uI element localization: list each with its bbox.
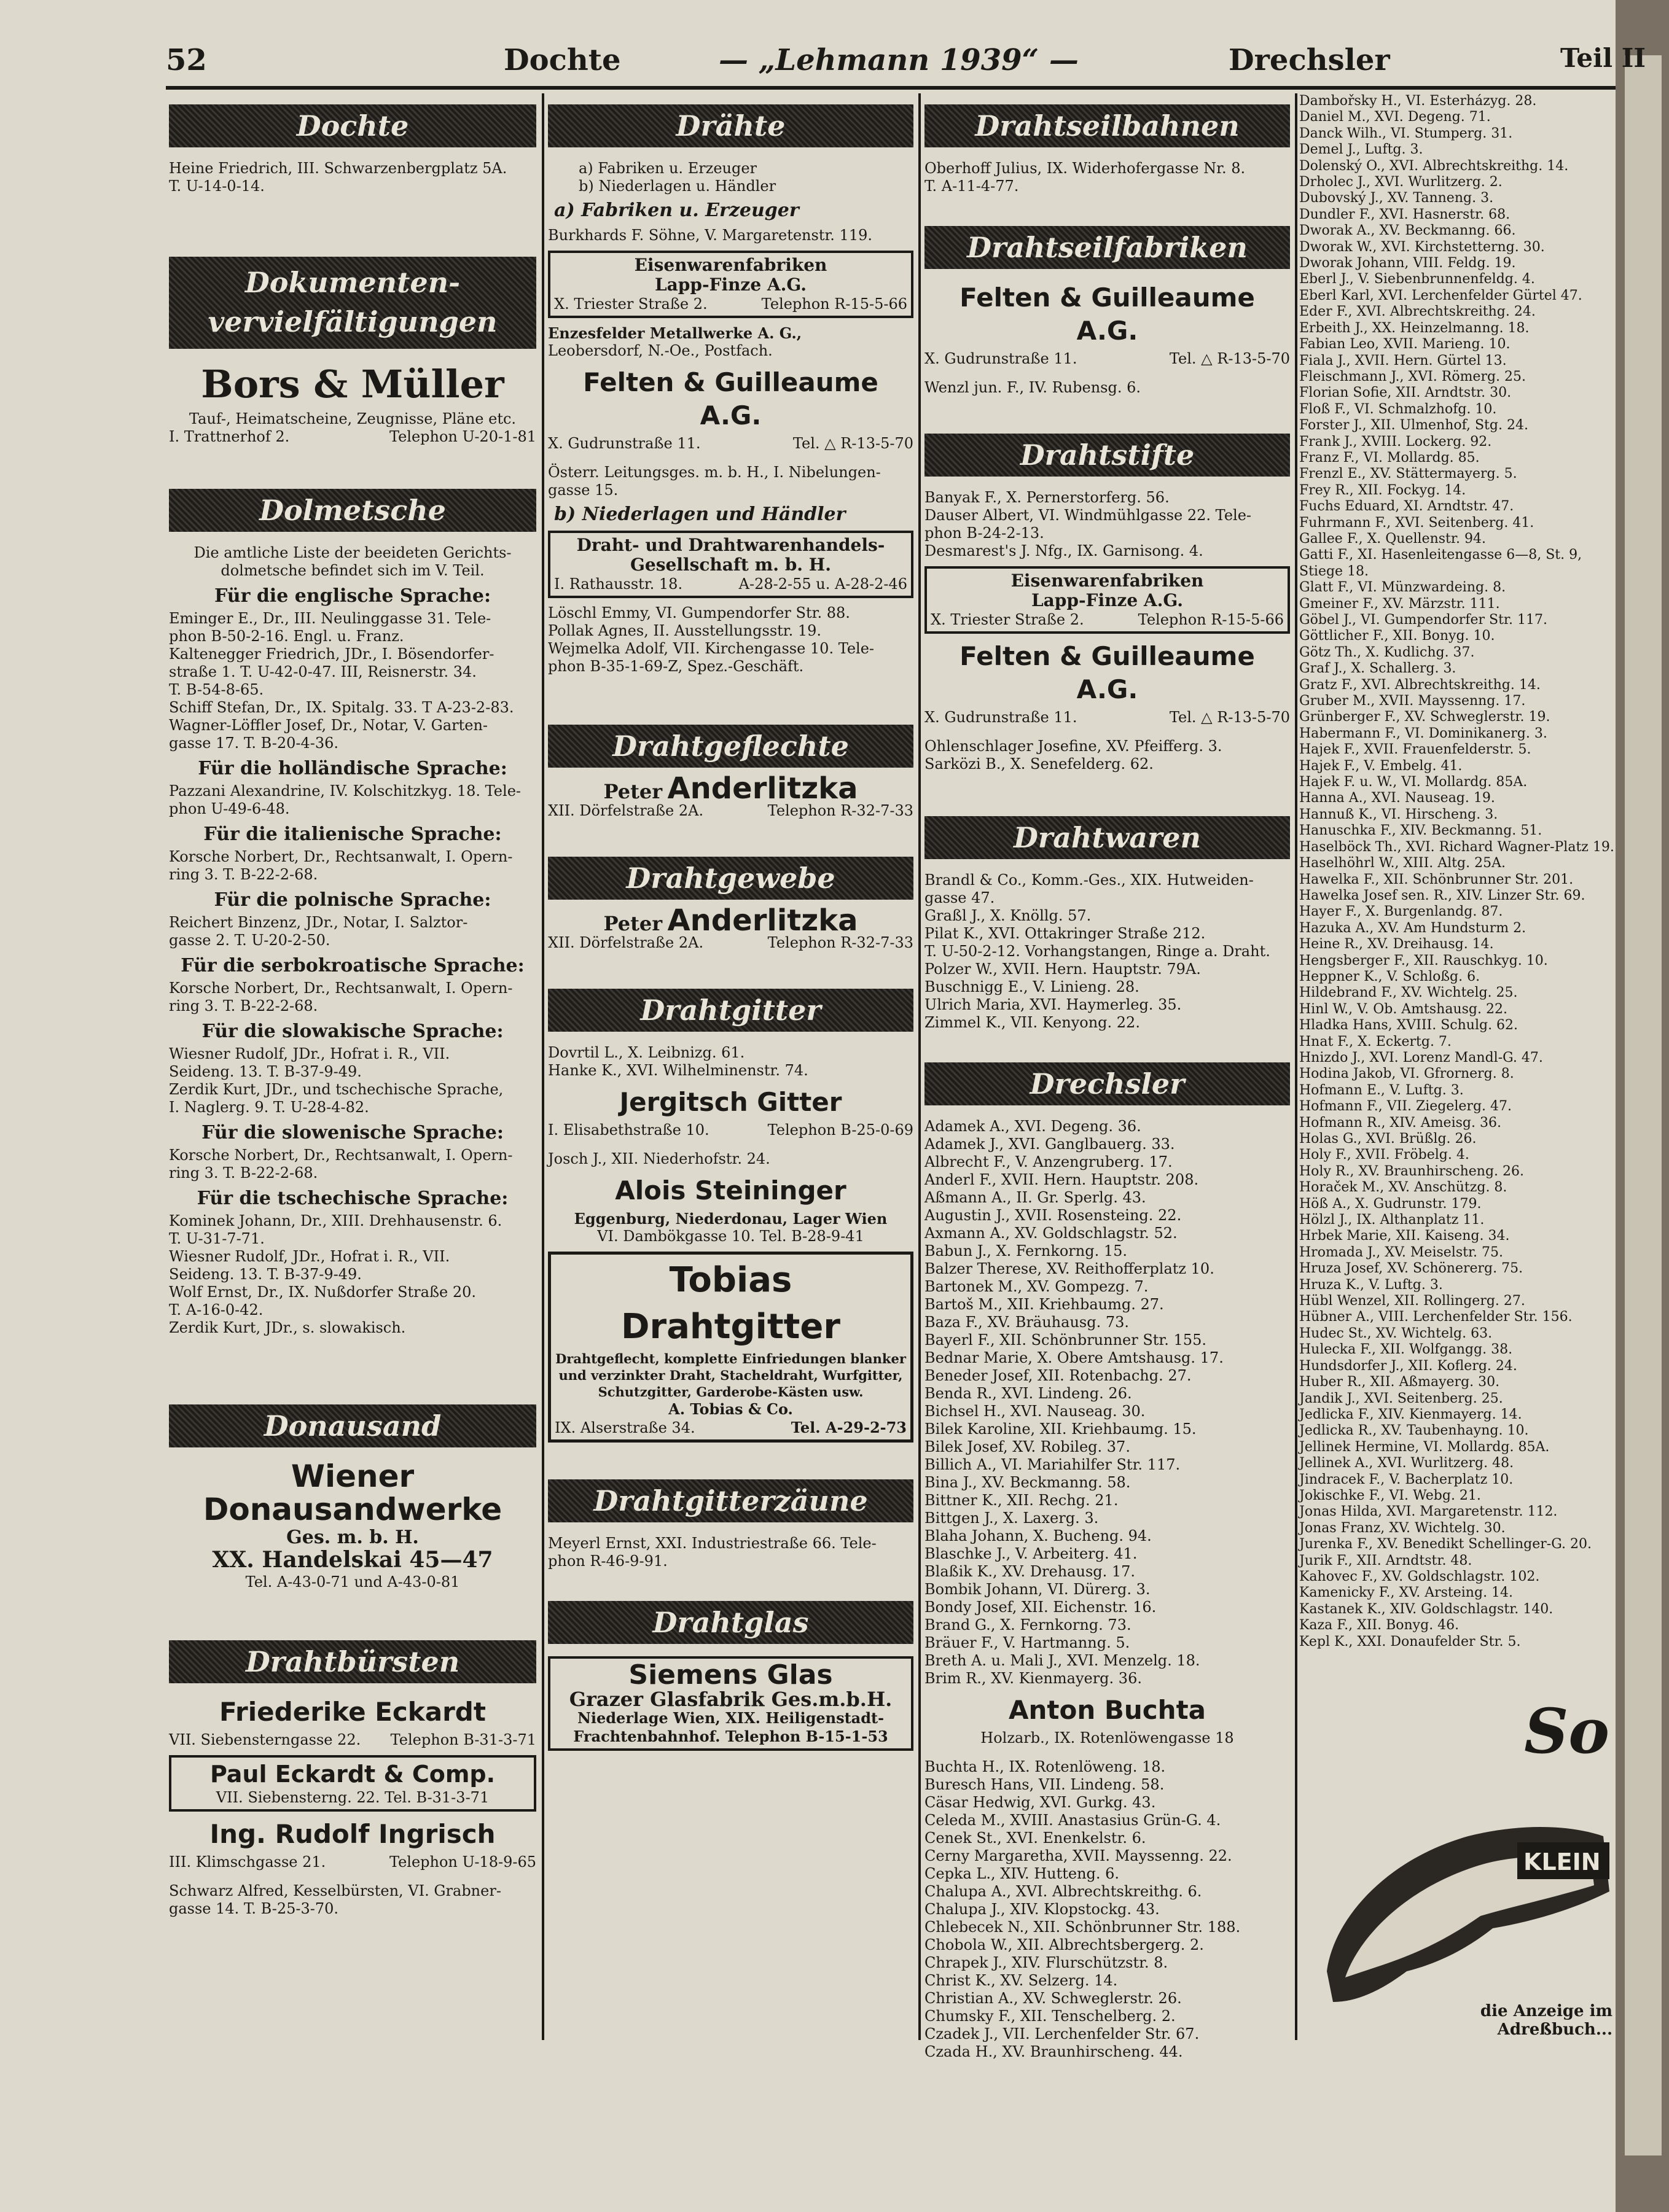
entry-line: Holy F., XVII. Fröbelg. 4. [1299, 1147, 1469, 1163]
entry-line: Franz F., VI. Mollardg. 85. [1299, 450, 1480, 465]
section-header-drahtstifte: Drahtstifte [924, 434, 1290, 477]
entry-line: Bombik Johann, VI. Dürerg. 3. [924, 1581, 1151, 1598]
header-right-word: Drechsler [1229, 43, 1390, 77]
section-header-drahtgitterzaeune: Drahtgitterzäune [548, 1479, 913, 1522]
entry-line: Zerdik Kurt, JDr., s. slowakisch. [169, 1319, 406, 1336]
language-heading: Für die englische Sprache: [214, 585, 491, 607]
entry-line: Bartonek M., XV. Gompezg. 7. [924, 1278, 1149, 1295]
brand-felten-guilleaume: Felten & Guilleaume A.G. [583, 367, 878, 430]
entry-line: gasse 2. T. U-20-2-50. [169, 932, 330, 949]
entry-line: T. A-16-0-42. [169, 1301, 264, 1318]
entry-line: Hladka Hans, XVIII. Schulg. 62. [1299, 1018, 1519, 1034]
brand-anderlitzka: Anderlitzka [667, 903, 858, 938]
entry-line: Korsche Norbert, Dr., Rechtsanwalt, I. Opern- [169, 848, 513, 865]
entry-line: Adamek J., XVI. Ganglbauerg. 33. [924, 1135, 1175, 1153]
brand-bors-mueller: Bors & Müller [201, 362, 504, 407]
entry-line: Heine Friedrich, III. Schwarzenbergplatz 5A. [169, 160, 507, 177]
language-heading: Für die slowenische Sprache: [201, 1122, 504, 1143]
entry-line: Jandik J., XVI. Seitenberg. 25. [1299, 1390, 1503, 1406]
entry-line: Hübner A., VIII. Lerchenfelder Str. 156. [1299, 1309, 1573, 1325]
brand-felten-guilleaume: Felten & Guilleaume A.G. [960, 641, 1255, 704]
entry-line: Dubovský J., XV. Tanneng. 3. [1299, 190, 1494, 206]
section-header-drahtglas: Drahtglas [548, 1601, 913, 1644]
column-3: Drahtseilbahnen Oberhoff Julius, IX. Widerhofergasse Nr. 8. T. A-11-4-77. Drahtseilfabriken Felten & Guilleaume A.G. X. Gudrunstraße 11. Tel. △ R-13-5-70 Wenzl jun. F., IV. Rubensg. 6. Drahtstifte Banyak F., X. Pernerstorferg. 56. Dauser Albert, VI. Windmühlgasse 22. Tele- phon B-24-2-13. Desmarest's J. Nfg., IX. Garnisong. 4. Eisenwarenfabriken Lapp-Finze A.G. X. Triester Straße 2. Telephon R-15-5-66 Felten & Guilleaume A.G. X. Gudrunstraße 11. Tel. △ R-13-5-70 Ohlenschlager Josefine, XV. Pfeifferg. 3. Sarközi B., X. Senefelderg. 62. Drahtwaren Brandl & Co., Komm.-Ges., XIX. Hutweiden- gasse 47. Graßl J., X. Knöllg. 57. Pilat K., XVI. Ottakringer Straße 212. T. U-50-2-12. Vorhangstangen, Ringe a. Draht. Polzer W., XVII. Hern. Hauptstr. 79A. Buschnigg E., V. Linieng. 28. Ulrich Maria, XVI. Haymerleg. 35. Zimmel K., VII. Kenyong. 22. Drechsler Adamek A., XVI. Degeng. 36. Adamek J., XVI. Ganglbauerg. 33. Albrecht F., V. Anzengruberg. 17. Anderl F., XVII. Hern. Hauptstr. 208. Aßmann A., II. Gr. Sperlg. 43. Augustin J., XVII. Rosensteing. 22. Axmann A., XV. Goldschlagstr. 52. Babun J., X. Fernkorng. 15. Balzer Therese, XV. Reithofferplatz 10. Bartonek M., XV. Gompezg. 7. Bartoš M., XII. Kriehbaumg. 27. Baza F., XV. Bräuhausg. 73. Bayerl F., XII. Schönbrunner Str. 155. Bednar Marie, X. Obere Amtshausg. 17. Beneder Josef, XII. Rotenbachg. 27. Benda R., XVI. Lindeng. 26. Bichsel H., XVI. Nauseag. 30. Bilek Karoline, XII. Kriehbaumg. 15. Bilek Josef, XV. Robileg. 37. Billich A., VI. Mariahilfer Str. 117. Bina J., XV. Beckmanng. 58. Bittner K., XII. Rechg. 21. Bittgen J., X. Laxerg. 3. Blaha Johann, X. Bucheng. 94. Blaschke J., V. Arbeiterg. 41. Blaßik K., XV. Drehausg. 17. Bombik Johann, VI. Dürerg. 3. Bondy Josef, XII. Eichenstr. 16. Brand G., X. Fernkorng. 73. Bräuer F., V. Hartmanng. 5. Breth A. u. Mali J., XVI. Menzelg. 18. Brim R., XV. Kienmayerg. 36. Anton Buchta Holzarb., IX. Rotenlöwengasse 18 Buchta H., IX. Rotenlöweng. 18. Buresch Hans, VII. Lindeng. 58. Cäsar Hedwig, XVI. Gurkg. 43. Celeda M., XVIII. Anastasius Grün-G. 4. Cenek St., XVI. Enenkelstr. 6. Cerny Margaretha, XVII. Mayssenng. 22. Cepka L., XIV. Hutteng. 6. Chalupa A., XVI. Albrechtskreithg. 6. Chalupa J., XIV. Klopstockg. 43. Chlebecek N., XII. Schönbrunner Str. 188. Chobola W., XII. Albrechtsbergerg. 2. Chrapek J., XIV. Flurschützstr. 8. Christ K., XV. Selzerg. 14. Christian A., XV. Schweglerstr. 26. Chumsky F., XII. Tenschelberg. 2. Czadek J., VII. Lerchenfelder Str. 67. Czada H., XV. Braunhirscheng. 44. [924, 98, 1290, 2061]
brand-donausandwerke: Wiener Donausandwerke [203, 1458, 502, 1527]
entry-line: Adamek A., XVI. Degeng. 36. [924, 1118, 1141, 1135]
entry-line: Frey R., XII. Fockyg. 14. [1299, 482, 1466, 498]
entry-line: Reichert Binzenz, JDr., Notar, I. Salztor- [169, 914, 468, 931]
column-4 [1299, 93, 1616, 1650]
entry-line: Jonas Franz, XV. Wichtelg. 30. [1299, 1520, 1506, 1536]
next-page-edge [1625, 55, 1662, 2156]
entry-line: Florian Sofie, XII. Arndtstr. 30. [1299, 385, 1512, 401]
entry-line: Fabian Leo, XVII. Marieng. 10. [1299, 337, 1511, 352]
entry-line: Cäsar Hedwig, XVI. Gurkg. 43. [924, 1794, 1156, 1811]
entry-line: Kastanek K., XIV. Goldschlagstr. 140. [1299, 1601, 1554, 1617]
telephone: Telephon U-20-1-81 [389, 428, 536, 445]
entry-line: Bina J., XV. Beckmanng. 58. [924, 1474, 1131, 1491]
entry-line: ring 3. T. B-22-2-68. [169, 1164, 318, 1182]
address: I. Trattnerhof 2. [169, 428, 290, 445]
section-header-drahtseilfabriken: Drahtseilfabriken [924, 226, 1290, 269]
entry-line: Hnat F., X. Eckertg. 7. [1299, 1034, 1452, 1050]
running-header [166, 43, 1646, 86]
entry-line: T. U-14-0-14. [169, 177, 265, 195]
entry-line: Heine R., XV. Dreihausg. 14. [1299, 937, 1494, 952]
entry-line: Daniel M., XVI. Degeng. 71. [1299, 109, 1491, 125]
entry-line: Fleischmann J., XVI. Römerg. 25. [1299, 368, 1526, 384]
entry-line: Hofmann R., XIV. Ameisg. 36. [1299, 1115, 1501, 1131]
entry-line: Fuhrmann F., XVI. Seitenberg. 41. [1299, 515, 1534, 531]
entry-line: Billich A., VI. Mariahilfer Str. 117. [924, 1456, 1181, 1473]
entry-line: Bittner K., XII. Rechg. 21. [924, 1492, 1119, 1509]
entry-line: straße 1. T. U-42-0-47. III, Reisnerstr. 34. [169, 663, 477, 680]
entry-line: Albrecht F., V. Anzengruberg. 17. [924, 1153, 1173, 1170]
entry-line: Korsche Norbert, Dr., Rechtsanwalt, I. Opern- [169, 979, 513, 997]
entry-line: Hofmann E., V. Luftg. 3. [1299, 1082, 1464, 1098]
entry-line: Göbel J., VI. Gumpendorfer Str. 117. [1299, 612, 1547, 628]
entry-line: Dworak A., XV. Beckmanng. 66. [1299, 223, 1516, 239]
entry-line: Zerdik Kurt, JDr., und tschechische Sprache, [169, 1081, 504, 1098]
entry-line: Hulecka F., XII. Wolfgangg. 38. [1299, 1342, 1513, 1358]
entry-line: Benda R., XVI. Lindeng. 26. [924, 1385, 1132, 1402]
entry-line: Kominek Johann, Dr., XIII. Drehhausenstr. 6. [169, 1212, 502, 1229]
entry-line: Augustin J., XVII. Rosensteing. 22. [924, 1207, 1182, 1224]
header-left-word: Dochte [504, 43, 621, 77]
entry-line: Aßmann A., II. Gr. Sperlg. 43. [924, 1189, 1146, 1206]
section-header-dolmetsche: Dolmetsche [169, 489, 536, 532]
entry-line: Anderl F., XVII. Hern. Hauptstr. 208. [924, 1171, 1199, 1188]
entry-line: Jokischke F., VI. Webg. 21. [1299, 1487, 1481, 1503]
entry-line: Chlebecek N., XII. Schönbrunner Str. 188. [924, 1918, 1241, 1936]
entry-line: Buresch Hans, VII. Lindeng. 58. [924, 1776, 1165, 1793]
entry-line: Horaček M., XV. Anschützg. 8. [1299, 1180, 1507, 1196]
entry-line: Bartoš M., XII. Kriehbaumg. 27. [924, 1296, 1164, 1313]
language-heading: Für die serbokroatische Sprache: [181, 955, 525, 976]
entry-line: Chalupa J., XIV. Klopstockg. 43. [924, 1901, 1160, 1918]
entry-line: gasse 47. [924, 889, 995, 906]
entry-line: Zimmel K., VII. Kenyong. 22. [924, 1014, 1140, 1031]
section-header-drahtgeflechte: Drahtgeflechte [548, 725, 913, 768]
column-rule [1295, 93, 1297, 2040]
entry-line: Buchta H., IX. Rotenlöweng. 18. [924, 1758, 1166, 1775]
entry-line: Hengsberger F., XII. Rauschkyg. 10. [1299, 952, 1548, 968]
entry-line: Jedlicka R., XV. Taubenhayng. 10. [1299, 1423, 1529, 1439]
entry-line: Jedlicka F., XIV. Kienmayerg. 14. [1299, 1406, 1522, 1422]
entry-line: Pilat K., XVI. Ottakringer Straße 212. [924, 925, 1206, 942]
entry-line: Celeda M., XVIII. Anastasius Grün-G. 4. [924, 1812, 1221, 1829]
entry-line: Eminger E., Dr., III. Neulinggasse 31. Tele- [169, 610, 491, 627]
entry-line: Stiege 18. [1299, 563, 1369, 579]
intro-line: dolmetsche befindet sich im V. Teil. [221, 562, 485, 579]
entry-line: Breth A. u. Mali J., XVI. Menzelg. 18. [924, 1652, 1200, 1669]
column-2: Drähte a) Fabriken u. Erzeuger b) Niederlagen u. Händler a) Fabriken u. Erzeuger Burkhards F. Söhne, V. Margaretenstr. 119. Eisenwarenfabriken Lapp-Finze A.G. X. Triester Straße 2. Telephon R-15-5-66 Enzesfelder Metallwerke A. G., Leobersdorf, N.-Oe., Postfach. Felten & Guilleaume A.G. X. Gudrunstraße 11. Tel. △ R-13-5-70 Österr. Leitungsges. m. b. H., I. Nibelungen- gasse 15. b) Niederlagen und Händler Draht- und Drahtwarenhandels- Gesellschaft m. b. H. I. Rathausstr. 18. A-28-2-55 u. A-28-2-46 Löschl Emmy, VI. Gumpendorfer Str. 88. Pollak Agnes, II. Ausstellungsstr. 19. Wejmelka Adolf, VII. Kirchengasse 10. Tele- phon B-35-1-69-Z, Spez.-Geschäft. Drahtgeflechte Peter Anderlitzka XII. Dörfelstraße 2A. Telephon R-32-7-33 Drahtgewebe Peter Anderlitzka XII. Dörfelstraße 2A. Telephon R-32-7-33 Drahtgitter Dovrtil L., X. Leibnizg. 61. Hanke K., XVI. Wilhelminenstr. 74. Jergitsch Gitter I. Elisabethstraße 10. Telephon B-25-0-69 Josch J., XII. Niederhofstr. 24. Alois Steininger Eggenburg, Niederdonau, Lager Wien VI. Dambökgasse 10. Tel. B-28-9-41 Tobias Drahtgitter Drahtgeflecht, komplette Einfriedungen blanker und verzinkter Draht, Stacheldraht, Wurfgitter, Schutzgitter, Garderobe-Kästen usw. A. Tobias & Co. IX. Alserstraße 34. Tel. A-29-2-73 Drahtgitterzäune Meyerl Ernst, XXI. Industriestraße 66. Tele- phon R-46-9-91. Drahtglas Siemens Glas Grazer Glasfabrik Ges.m.b.H. Niederlage Wien, XIX. Heiligenstadt- Frachtenbahnhof. Telephon B-15-1-53 [548, 98, 913, 1757]
entry-line: Habermann F., VI. Dominikanerg. 3. [1299, 725, 1547, 741]
entry-line: Gmeiner F., XV. Märzstr. 111. [1299, 596, 1500, 612]
entry-line: Hawelka Josef sen. R., XIV. Linzer Str. 69. [1299, 887, 1585, 903]
entry-line: Blaßik K., XV. Drehausg. 17. [924, 1563, 1136, 1580]
entry-line: phon B-50-2-16. Engl. u. Franz. [169, 628, 404, 645]
entry-line: Blaschke J., V. Arbeiterg. 41. [924, 1545, 1138, 1562]
entry-line: Dworak Johann, VIII. Feldg. 19. [1299, 255, 1516, 271]
intro-line: Die amtliche Liste der beeideten Gerichts- [193, 544, 512, 561]
language-heading: Für die italienische Sprache: [203, 824, 502, 845]
entry-line: Hudec St., XV. Wichtelg. 63. [1299, 1325, 1493, 1341]
language-heading: Für die tschechische Sprache: [197, 1188, 509, 1209]
entry-line: Ges. m. b. H. [286, 1527, 419, 1548]
entry-line: Czadek J., VII. Lerchenfelder Str. 67. [924, 2025, 1200, 2043]
entry-line: gasse 14. T. B-25-3-70. [169, 1900, 339, 1917]
entry-line: Hübl Wenzel, XII. Rollingerg. 27. [1299, 1293, 1525, 1309]
entry-line: Bilek Karoline, XII. Kriehbaumg. 15. [924, 1420, 1197, 1438]
entry-line: Buschnigg E., V. Linieng. 28. [924, 978, 1139, 995]
entry-line: Hanuschka F., XIV. Beckmanng. 51. [1299, 823, 1542, 839]
entry-line: Blaha Johann, X. Bucheng. 94. [924, 1527, 1152, 1544]
entry-line: Schwarz Alfred, Kesselbürsten, VI. Grabner- [169, 1882, 501, 1899]
entry-line: Jellinek A., XVI. Wurlitzerg. 48. [1299, 1455, 1514, 1471]
brand-felten-guilleaume: Felten & Guilleaume A.G. [960, 282, 1255, 346]
entry-line: Grünberger F., XV. Schweglerstr. 19. [1299, 709, 1550, 725]
entry-line: Kamenicky F., XV. Arsteing. 14. [1299, 1585, 1514, 1601]
subheading: b) Niederlagen und Händler [554, 504, 846, 525]
entry-line: Hölzl J., IX. Althanplatz 11. [1299, 1212, 1485, 1228]
entry-line: Frank J., XVIII. Lockerg. 92. [1299, 434, 1492, 450]
entry-line: Gatti F., XI. Hasenleitengasse 6—8, St. 9, [1299, 547, 1582, 563]
ad-lapp-finze: Eisenwarenfabriken Lapp-Finze A.G. X. Triester Straße 2. Telephon R-15-5-66 [924, 566, 1290, 634]
entry-line: Hannuß K., VI. Hirscheng. 3. [1299, 806, 1498, 822]
entry-line: Bondy Josef, XII. Eichenstr. 16. [924, 1599, 1157, 1616]
entry-line: Wagner-Löffler Josef, Dr., Notar, V. Garten- [169, 717, 488, 734]
entry-line: Schiff Stefan, Dr., IX. Spitalg. 33. T A-23-2-83. [169, 699, 514, 716]
entry-line: Chalupa A., XVI. Albrechtskreithg. 6. [924, 1883, 1202, 1900]
brand-anderlitzka: Anderlitzka [667, 771, 858, 806]
section-header-dokumenten: Dokumenten- vervielfältigungen [169, 257, 536, 349]
entry-line: Hinl W., V. Ob. Amtshausg. 22. [1299, 1001, 1507, 1017]
section-header-drahtgewebe: Drahtgewebe [548, 857, 913, 900]
entry-line: Graßl J., X. Knöllg. 57. [924, 907, 1092, 924]
entry-line: T. U-31-7-71. [169, 1230, 265, 1247]
entry-line: Demel J., Luftg. 3. [1299, 142, 1423, 158]
entry-line: Haselböck Th., XVI. Richard Wagner-Platz 19. [1299, 839, 1614, 855]
column-1: Dochte Heine Friedrich, III. Schwarzenbergplatz 5A. T. U-14-0-14. Dokumenten- vervielfältigungen Bors & Müller Tauf-, Heimatscheine, Zeugnisse, Pläne etc. I. Trattnerhof 2. Telephon U-20-1-81 Dolmetsche Die amtliche Liste der beeideten Gerichts- dolmetsche befindet sich im V. Teil. Für die englische Sprache: Eminger E., Dr., III. Neulinggasse 31. Tele- phon B-50-2-16. Engl. u. Franz. Kaltenegger Friedrich, JDr., I. Bösendorfer- straße 1. T. U-42-0-47. III, Reisnerstr. 34. T. B-54-8-65. Schiff Stefan, Dr., IX. Spitalg. 33. T A-23-2-83. Wagner-Löffler Josef, Dr., Notar, V. Garten- gasse 17. T. B-20-4-36. Für die holländische Sprache: Pazzani Alexandrine, IV. Kolschitzkyg. 18. Tele- phon U-49-6-48. Für die italienische Sprache: Korsche Norbert, Dr., Rechtsanwalt, I. Opern- ring 3. T. B-22-2-68. Für die polnische Sprache: Reichert Binzenz, JDr., Notar, I. Salztor- gasse 2. T. U-20-2-50. Für die serbokroatische Sprache: Korsche Norbert, Dr., Rechtsanwalt, I. Opern- ring 3. T. B-22-2-68. Für die slowakische Sprache: Wiesner Rudolf, JDr., Hofrat i. R., VII. Seideng. 13. T. B-37-9-49. Zerdik Kurt, JDr., und tschechische Sprache, I. Naglerg. 9. T. U-28-4-82. Für die slowenische Sprache: Korsche Norbert, Dr., Rechtsanwalt, I. Opern- ring 3. T. B-22-2-68. Für die tschechische Sprache: Kominek Johann, Dr., XIII. Drehhausenstr. 6. T. U-31-7-71. Wiesner Rudolf, JDr., Hofrat i. R., VII. Seideng. 13. T. B-37-9-49. Wolf Ernst, Dr., IX. Nußdorfer Straße 20. T. A-16-0-42. Zerdik Kurt, JDr., s. slowakisch. Donausand Wiener Donausandwerke Ges. m. b. H. XX. Handelskai 45—47 Tel. A-43-0-71 und A-43-0-81 Drahtbürsten Friederike Eckardt VII. Siebensterngasse 22. Telephon B-31-3-71 Paul Eckardt & Comp. VII. Siebensterng. 22. Tel. B-31-3-71 Ing. Rudolf Ingrisch III. Klimschgasse 21. Telephon U-18-9-65 Schwarz Alfred, Kesselbürsten, VI. Grabner- gasse 14. T. B-25-3-70. [169, 98, 536, 1918]
section-header-drahtgitter: Drahtgitter [548, 989, 913, 1032]
page-number: 52 [166, 43, 207, 77]
entry-line: ring 3. T. B-22-2-68. [169, 997, 318, 1014]
entry-line: Baza F., XV. Bräuhausg. 73. [924, 1314, 1130, 1331]
header-part: Teil II [1560, 43, 1646, 73]
brand-rudolf-ingrisch: Ing. Rudolf Ingrisch [209, 1819, 496, 1849]
telephone: Tel. A-43-0-71 und A-43-0-81 [245, 1573, 460, 1591]
entry-line: Gratz F., XVI. Albrechtskreithg. 14. [1299, 677, 1541, 693]
entry-line: Fiala J., XVII. Hern. Gürtel 13. [1299, 352, 1507, 368]
entry-line: Haselhöhrl W., XIII. Altg. 25A. [1299, 855, 1506, 871]
entry-line: Brim R., XV. Kienmayerg. 36. [924, 1670, 1142, 1687]
entry-line: Eberl J., V. Siebenbrunnenfeldg. 4. [1299, 271, 1535, 287]
entry-line: Bednar Marie, X. Obere Amtshausg. 17. [924, 1349, 1224, 1366]
drechsler-list-continued [924, 1758, 1290, 2061]
entry-line: Tauf-, Heimatscheine, Zeugnisse, Pläne etc. [189, 410, 517, 427]
entry-line: Gallee F., X. Quellenstr. 94. [1299, 531, 1486, 547]
subheading: a) Fabriken u. Erzeuger [554, 200, 799, 221]
language-heading: Für die polnische Sprache: [214, 889, 491, 911]
entry-line: Pazzani Alexandrine, IV. Kolschitzkyg. 18. Tele- [169, 782, 521, 800]
entry-line: Wiesner Rudolf, JDr., Hofrat i. R., VII. [169, 1248, 450, 1265]
entry-line: Beneder Josef, XII. Rotenbachg. 27. [924, 1367, 1192, 1384]
entry-line: Hruza Josef, XV. Schönererg. 75. [1299, 1261, 1523, 1277]
section-header-dochte: Dochte [169, 104, 536, 147]
entry-line: Bittgen J., X. Laxerg. 3. [924, 1509, 1099, 1527]
ad-draht-handelsgesellschaft: Draht- und Drahtwarenhandels- Gesellschaft m. b. H. I. Rathausstr. 18. A-28-2-55 u. A-28-2-46 [548, 531, 913, 598]
drahtwaren-list [924, 871, 1290, 1032]
entry-line: Jurik F., XII. Arndtstr. 48. [1299, 1552, 1472, 1568]
entry-line: Danck Wilh., VI. Stumperg. 31. [1299, 125, 1513, 141]
entry-line: Kaza F., XII. Bonyg. 46. [1299, 1618, 1460, 1634]
entry-line: Brandl & Co., Komm.-Ges., XIX. Hutweiden- [924, 871, 1254, 889]
entry-line: Chrapek J., XIV. Flurschützstr. 8. [924, 1954, 1168, 1971]
ad-siemens-glas: Siemens Glas Grazer Glasfabrik Ges.m.b.H. Niederlage Wien, XIX. Heiligenstadt- Frachtenbahnhof. Telephon B-15-1-53 [548, 1656, 913, 1751]
entry-line: Hajek F., V. Embelg. 41. [1299, 758, 1463, 774]
entry-line: Bräuer F., V. Hartmanng. 5. [924, 1634, 1130, 1651]
entry-line: Kaltenegger Friedrich, JDr., I. Bösendorfer- [169, 645, 494, 663]
ad-klein-text: KLEIN [1523, 1848, 1601, 1875]
ad-klein [1308, 1695, 1616, 2051]
entry-line: Hrbek Marie, XII. Kaiseng. 34. [1299, 1228, 1510, 1244]
entry-line: Dolenský O., XVI. Albrechtskreithg. 14. [1299, 158, 1569, 174]
entry-line: Hruza K., V. Luftg. 3. [1299, 1277, 1443, 1293]
entry-line: Götz Th., X. Kudlichg. 37. [1299, 644, 1475, 660]
entry-line: Polzer W., XVII. Hern. Hauptstr. 79A. [924, 960, 1201, 978]
entry-line: Hundsdorfer J., XII. Koflerg. 24. [1299, 1358, 1517, 1374]
entry-line: Hajek F. u. W., VI. Mollardg. 85A. [1299, 774, 1528, 790]
entry-line: Cepka L., XIV. Hutteng. 6. [924, 1865, 1120, 1882]
entry-line: Hromada J., XV. Meiselstr. 75. [1299, 1244, 1504, 1260]
entry-line: Frenzl E., XV. Stättermayerg. 5. [1299, 466, 1517, 482]
entry-line: gasse 17. T. B-20-4-36. [169, 734, 339, 752]
entry-line: Kahovec F., XV. Goldschlagstr. 102. [1299, 1568, 1540, 1584]
address: XX. Handelskai 45—47 [212, 1547, 493, 1573]
entry-line: Jurenka F., XV. Benedikt Schellinger-G. 20. [1299, 1536, 1592, 1552]
ad-caption: die Anzeige im Adreßbuch... [1480, 2002, 1612, 2039]
entry-line: Hayer F., X. Burgenlandg. 87. [1299, 904, 1503, 920]
ad-lapp-finze: Eisenwarenfabriken Lapp-Finze A.G. X. Triester Straße 2. Telephon R-15-5-66 [548, 251, 913, 318]
entry-line: phon U-49-6-48. [169, 800, 290, 817]
entry-line: Göttlicher F., XII. Bonyg. 10. [1299, 628, 1495, 644]
entry-line: Wiesner Rudolf, JDr., Hofrat i. R., VII. [169, 1045, 450, 1062]
entry-line: Hazuka A., XV. Am Hundsturm 2. [1299, 920, 1526, 936]
entry-line: Seideng. 13. T. B-37-9-49. [169, 1063, 362, 1080]
drechsler-list [924, 1118, 1290, 1688]
entry-line: Seideng. 13. T. B-37-9-49. [169, 1266, 362, 1283]
entry-line: Graf J., X. Schallerg. 3. [1299, 661, 1456, 677]
brand-anton-buchta: Anton Buchta [1009, 1695, 1206, 1725]
entry-line: Axmann A., XV. Goldschlagstr. 52. [924, 1225, 1178, 1242]
entry-line: Floß F., VI. Schmalzhofg. 10. [1299, 401, 1497, 417]
entry-line: Bilek Josef, XV. Robileg. 37. [924, 1438, 1130, 1455]
column-rule [918, 93, 921, 2040]
entry-line: Czada H., XV. Braunhirscheng. 44. [924, 2043, 1183, 2060]
entry-line: Hildebrand F., XV. Wichtelg. 25. [1299, 985, 1518, 1001]
entry-line: Hajek F., XVII. Frauenfelderstr. 5. [1299, 742, 1531, 758]
entry-line: T. U-50-2-12. Vorhangstangen, Ringe a. Draht. [924, 943, 1270, 960]
section-header-drahtbuersten: Drahtbürsten [169, 1640, 536, 1683]
entry-line: Korsche Norbert, Dr., Rechtsanwalt, I. Opern- [169, 1147, 513, 1164]
entry-line: Bayerl F., XII. Schönbrunner Str. 155. [924, 1331, 1206, 1349]
entry-line: Jonas Hilda, XVI. Margaretenstr. 112. [1299, 1504, 1558, 1520]
entry-line: Hanna A., XVI. Nauseag. 19. [1299, 790, 1495, 806]
section-header-drechsler: Drechsler [924, 1062, 1290, 1105]
language-heading: Für die slowakische Sprache: [201, 1021, 504, 1042]
hand-illustration-icon [1308, 1769, 1616, 2027]
section-header-drahtseilbahnen: Drahtseilbahnen [924, 104, 1290, 147]
entry-line: Glatt F., VI. Münzwardeing. 8. [1299, 580, 1506, 596]
entry-line: Fuchs Eduard, XI. Arndtstr. 47. [1299, 499, 1514, 515]
entry-line: Drholec J., XVI. Wurlitzerg. 2. [1299, 174, 1503, 190]
entry-line: Christ K., XV. Selzerg. 14. [924, 1972, 1118, 1989]
entry-line: Hawelka F., XII. Schönbrunner Str. 201. [1299, 871, 1574, 887]
entry-line: Holas G., XVI. Brüßlg. 26. [1299, 1131, 1477, 1147]
drechsler-list-col4 [1299, 93, 1616, 1650]
entry-line: Erbeith J., XX. Heinzelmanng. 18. [1299, 320, 1530, 336]
section-header-draehte: Drähte [548, 104, 913, 147]
ad-so-text: So [1524, 1695, 1609, 1767]
entry-line: Gruber M., XVII. Mayssenng. 17. [1299, 693, 1526, 709]
entry-line: Heppner K., V. Schloßg. 6. [1299, 968, 1480, 984]
entry-line: T. B-54-8-65. [169, 681, 264, 698]
section-header-drahtwaren: Drahtwaren [924, 816, 1290, 859]
entry-line: Cenek St., XVI. Enenkelstr. 6. [924, 1829, 1146, 1847]
entry-line: Hnizdo J., XVI. Lorenz Mandl-G. 47. [1299, 1050, 1543, 1065]
ad-paul-eckardt: Paul Eckardt & Comp. VII. Siebensterng. 22. Tel. B-31-3-71 [169, 1755, 536, 1812]
ad-tobias-drahtgitter: Tobias Drahtgitter Drahtgeflecht, komplette Einfriedungen blanker und verzinkter Draht, Stacheldraht, Wurfgitter, Schutzgitter, Garderobe-Kästen usw. A. Tobias & Co. IX. Alserstraße 34. Tel. A-29-2-73 [548, 1252, 913, 1443]
entry-line: Forster J., XII. Ulmenhof, Stg. 24. [1299, 418, 1528, 434]
entry-line: I. Naglerg. 9. T. U-28-4-82. [169, 1099, 369, 1116]
language-heading: Für die holländische Sprache: [198, 758, 507, 779]
entry-line: Chobola W., XII. Albrechtsbergerg. 2. [924, 1936, 1204, 1953]
column-rule [542, 93, 544, 2040]
entry-line: Huber R., XII. Aßmayerg. 30. [1299, 1374, 1500, 1390]
entry-line: Holy R., XV. Braunhirscheng. 26. [1299, 1163, 1525, 1179]
entry-line: Ulrich Maria, XVI. Haymerleg. 35. [924, 996, 1182, 1013]
entry-line: Christian A., XV. Schweglerstr. 26. [924, 1990, 1182, 2007]
language-sections [169, 587, 536, 1337]
entry-line: Eder F., XVI. Albrechtskreithg. 24. [1299, 304, 1536, 320]
entry-line: Bichsel H., XVI. Nauseag. 30. [924, 1403, 1146, 1420]
entry-line: Jellinek Hermine, VI. Mollardg. 85A. [1299, 1439, 1550, 1455]
entry-line: Chumsky F., XII. Tenschelberg. 2. [924, 2008, 1176, 2025]
entry-line: Dambořsky H., VI. Esterházyg. 28. [1299, 93, 1537, 109]
brand-jergitsch-gitter: Jergitsch Gitter [619, 1087, 842, 1117]
entry-line: ring 3. T. B-22-2-68. [169, 866, 318, 883]
entry-line: Hofmann F., VII. Ziegelerg. 47. [1299, 1099, 1512, 1115]
brand-alois-steininger: Alois Steininger [615, 1175, 846, 1205]
entry-line: Cerny Margaretha, XVII. Mayssenng. 22. [924, 1847, 1232, 1864]
entry-line: Balzer Therese, XV. Reithofferplatz 10. [924, 1260, 1214, 1277]
header-title: — „Lehmann 1939“ — [719, 43, 1079, 77]
section-header-donausand: Donausand [169, 1404, 536, 1447]
entry-line: Dworak W., XVI. Kirchstetterng. 30. [1299, 239, 1545, 255]
entry-line: Jindracek F., V. Bacherplatz 10. [1299, 1471, 1514, 1487]
entry-line: Höß A., X. Gudrunstr. 179. [1299, 1196, 1482, 1212]
entry-line: Wolf Ernst, Dr., IX. Nußdorfer Straße 20. [169, 1283, 476, 1301]
entry-line: Brand G., X. Fernkorng. 73. [924, 1616, 1132, 1634]
entry-line: Hodina Jakob, VI. Gfrornerg. 8. [1299, 1066, 1514, 1082]
header-rule [166, 86, 1616, 90]
entry-line: Kepl K., XXI. Donaufelder Str. 5. [1299, 1634, 1521, 1649]
entry-line: Dundler F., XVI. Hasnerstr. 68. [1299, 206, 1511, 222]
brand-friederike-eckardt: Friederike Eckardt [219, 1697, 486, 1727]
entry-line: Eberl Karl, XVI. Lerchenfelder Gürtel 47. [1299, 287, 1582, 303]
entry-line: Babun J., X. Fernkorng. 15. [924, 1242, 1128, 1260]
